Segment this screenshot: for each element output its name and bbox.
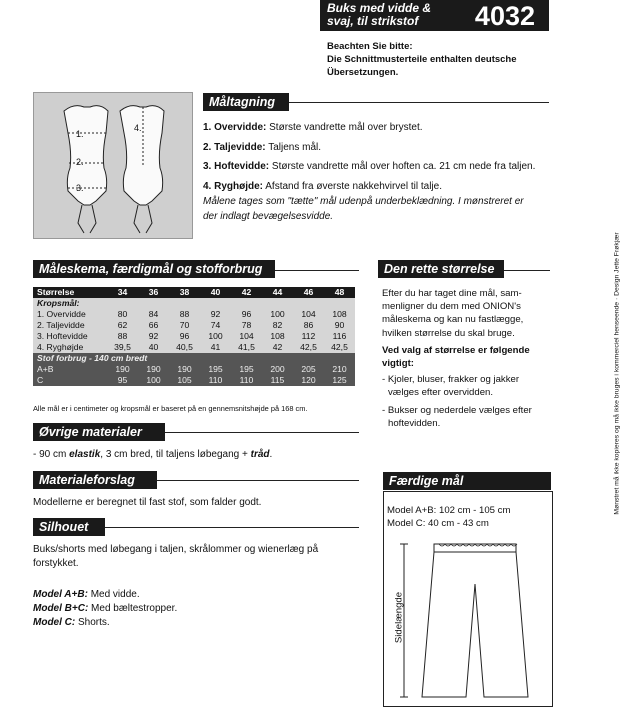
- maaleskema-heading: Måleskema, færdigmål og stofforbrug: [33, 260, 275, 278]
- maaltagning-list: [203, 121, 553, 224]
- cell: 195: [200, 364, 231, 375]
- rette-bold-line1: Ved valg af størrelse er følgende: [382, 344, 530, 356]
- model-c-term: Model C:: [33, 617, 76, 628]
- model-c: [33, 616, 363, 630]
- row-label: 2. Taljevidde: [33, 320, 107, 331]
- cell: 78: [231, 320, 262, 331]
- body-form-illustration: [34, 93, 192, 238]
- model-bc-term: Model B+C:: [33, 603, 89, 614]
- table-row: [33, 375, 355, 386]
- row-label: A+B: [33, 364, 107, 375]
- cell: 104: [231, 331, 262, 342]
- rette-bullet1-line1: - Kjoler, bluser, frakker og jakker: [382, 374, 520, 386]
- cell: 100: [138, 375, 169, 386]
- maal-term-2: 2. Taljevidde:: [203, 141, 266, 153]
- rette-line: menligner du dem med ONION's: [382, 301, 521, 313]
- stof-header-row: [33, 353, 355, 364]
- silhouet-text: [33, 543, 363, 630]
- cell: 42: [262, 342, 293, 353]
- cell: 205: [293, 364, 324, 375]
- cell: 108: [262, 331, 293, 342]
- copyright-side-text: [597, 50, 621, 705]
- oevrige-end: .: [269, 449, 273, 460]
- maal-note-line2: der indlagt bevægelsesvidde.: [203, 210, 334, 222]
- size-header-label: Størrelse: [33, 287, 107, 298]
- cell: 80: [107, 309, 138, 320]
- cell: 40,5: [169, 342, 200, 353]
- finished-measurements-box: [383, 491, 553, 707]
- rette-bullet1-line2: vælges efter overvidden.: [388, 387, 494, 399]
- cell: 84: [138, 309, 169, 320]
- materialeforslag-text: Modellerne er beregnet til fast stof, som falder godt.: [33, 497, 262, 508]
- cell: 116: [324, 331, 355, 342]
- maal-term-1: 1. Overvidde:: [203, 122, 267, 133]
- model-ab: [33, 588, 363, 602]
- rette-bullet2-line2: hoftevidden.: [388, 417, 441, 429]
- maal-text-1: Største vandrette mål over brystet.: [269, 122, 423, 133]
- cell: 100: [262, 309, 293, 320]
- faerdige-line1: Model A+B: 102 cm - 105 cm: [387, 505, 511, 516]
- maal-item-2: [203, 141, 553, 156]
- cell: 96: [231, 309, 262, 320]
- oevrige-traad: tråd: [250, 449, 270, 460]
- silhouet-line1: Buks/shorts med løbegang i taljen, skrålommer og wienerlæg på: [33, 544, 319, 555]
- model-c-text: Shorts.: [75, 617, 110, 628]
- cell: 82: [262, 320, 293, 331]
- cell: 74: [200, 320, 231, 331]
- row-label: C: [33, 375, 107, 386]
- copyright-text: Mønstret må ikke kopieres og må ikke bruges i kommerciel henseende · Design Jette Frøkjær: [613, 232, 621, 515]
- oevrige-heading: Øvrige materialer: [33, 423, 165, 441]
- cell: 115: [262, 375, 293, 386]
- cell: 41: [200, 342, 231, 353]
- cell: 190: [138, 364, 169, 375]
- maal-term-3: 3. Hoftevidde:: [203, 161, 270, 172]
- size-34: 34: [107, 287, 138, 298]
- model-bc: [33, 602, 363, 616]
- size-42: 42: [231, 287, 262, 298]
- cell: 110: [200, 375, 231, 386]
- pattern-title-line1: Buks med vidde &: [327, 1, 432, 15]
- cell: 42,5: [293, 342, 324, 353]
- kropsmaal-row: [33, 298, 355, 309]
- cell: 90: [324, 320, 355, 331]
- size-40: 40: [200, 287, 231, 298]
- notice-line2: Die Schnittmusterteile enthalten deutsche: [327, 54, 517, 65]
- maal-item-3: [203, 160, 553, 175]
- row-label: 1. Overvidde: [33, 309, 107, 320]
- table-row: [33, 309, 355, 320]
- cell: 88: [107, 331, 138, 342]
- maaltagning-heading: Måltagning: [203, 93, 289, 111]
- cell: 96: [169, 331, 200, 342]
- rette-bold-line2: vigtigt:: [382, 358, 414, 370]
- cell: 39,5: [107, 342, 138, 353]
- german-notice: [327, 40, 517, 79]
- table-footnote: Alle mål er i centimeter og kropsmål er baseret på en gennemsnitshøjde på 168 cm.: [33, 404, 308, 413]
- cell: 40: [138, 342, 169, 353]
- maal-text-3: Største vandrette mål over hoften ca. 21 cm nede fra taljen.: [271, 161, 536, 172]
- size-44: 44: [262, 287, 293, 298]
- measurement-figure: [33, 92, 193, 239]
- cell: 100: [200, 331, 231, 342]
- rette-bullet2-line1: - Bukser og nederdele vælges efter: [382, 404, 532, 416]
- cell: 62: [107, 320, 138, 331]
- stof-label: Stof forbrug - 140 cm bredt: [33, 353, 355, 364]
- maal-text-2: Taljens mål.: [268, 141, 322, 153]
- cell: 112: [293, 331, 324, 342]
- model-ab-text: Med vidde.: [87, 589, 140, 600]
- cell: 92: [200, 309, 231, 320]
- rette-heading: Den rette størrelse: [378, 260, 504, 278]
- cell: 210: [324, 364, 355, 375]
- size-table: [33, 287, 355, 386]
- figure-label-1: 1.: [76, 129, 84, 139]
- cell: 88: [169, 309, 200, 320]
- size-header-row: [33, 287, 355, 298]
- row-label: 4. Ryghøjde: [33, 342, 107, 353]
- cell: 108: [324, 309, 355, 320]
- faerdige-heading: Færdige mål: [383, 472, 551, 490]
- table-row: [33, 364, 355, 375]
- figure-label-2: 2.: [76, 157, 84, 167]
- rette-line: måleskema og kan nu fastlægge,: [382, 314, 524, 326]
- cell: 104: [293, 309, 324, 320]
- table-row: [33, 342, 355, 353]
- cell: 95: [107, 375, 138, 386]
- cell: 92: [138, 331, 169, 342]
- oevrige-pre: - 90 cm: [33, 449, 70, 460]
- silhouet-heading: Silhouet: [33, 518, 105, 536]
- size-48: 48: [324, 287, 355, 298]
- cell: 125: [324, 375, 355, 386]
- row-label: 3. Hoftevidde: [33, 331, 107, 342]
- pants-illustration: [384, 492, 552, 706]
- pattern-number: 4032: [474, 1, 535, 31]
- cell: 66: [138, 320, 169, 331]
- pattern-title: [327, 2, 431, 28]
- materialeforslag-heading: Materialeforslag: [33, 471, 157, 489]
- cell: 110: [231, 375, 262, 386]
- cell: 70: [169, 320, 200, 331]
- figure-label-3: 3.: [76, 183, 84, 193]
- kropsmaal-label: Kropsmål:: [33, 298, 107, 309]
- maal-text-4: Afstand fra øverste nakkehvirvel til talje.: [265, 180, 442, 192]
- side-length-label: Sidelængde: [393, 591, 405, 644]
- oevrige-elastik: elastik: [69, 449, 101, 460]
- rette-text: [382, 287, 557, 430]
- cell: 42,5: [324, 342, 355, 353]
- model-bc-text: Med bæltestropper.: [88, 603, 178, 614]
- oevrige-text: [33, 448, 272, 462]
- rette-line: Efter du har taget dine mål, sam-: [382, 288, 522, 299]
- maal-item-1: [203, 121, 553, 136]
- cell: 105: [169, 375, 200, 386]
- cell: 190: [107, 364, 138, 375]
- model-ab-term: Model A+B:: [33, 589, 88, 600]
- maal-note-line1: Målene tages som "tætte" mål udenpå underbeklædning. I mønstreret er: [203, 196, 524, 207]
- size-38: 38: [169, 287, 200, 298]
- cell: 200: [262, 364, 293, 375]
- maal-item-4: [203, 180, 553, 195]
- oevrige-mid: , 3 cm bred, til taljens løbegang +: [100, 449, 251, 460]
- cell: 41,5: [231, 342, 262, 353]
- cell: 190: [169, 364, 200, 375]
- size-36: 36: [138, 287, 169, 298]
- pattern-title-line2: svaj, til strikstof: [327, 14, 419, 28]
- figure-label-4: 4.: [134, 123, 142, 133]
- cell: 86: [293, 320, 324, 331]
- size-46: 46: [293, 287, 324, 298]
- notice-line3: Übersetzungen.: [327, 67, 399, 78]
- silhouet-line2: forstykket.: [33, 558, 79, 569]
- table-row: [33, 320, 355, 331]
- cell: 120: [293, 375, 324, 386]
- cell: 195: [231, 364, 262, 375]
- maal-term-4: 4. Ryghøjde:: [203, 180, 264, 192]
- table-row: [33, 331, 355, 342]
- faerdige-line2: Model C: 40 cm - 43 cm: [387, 518, 489, 529]
- notice-line1: Beachten Sie bitte:: [327, 41, 413, 52]
- rette-line: hvilken størrelse du skal bruge.: [382, 327, 515, 339]
- header-bar: [320, 0, 549, 31]
